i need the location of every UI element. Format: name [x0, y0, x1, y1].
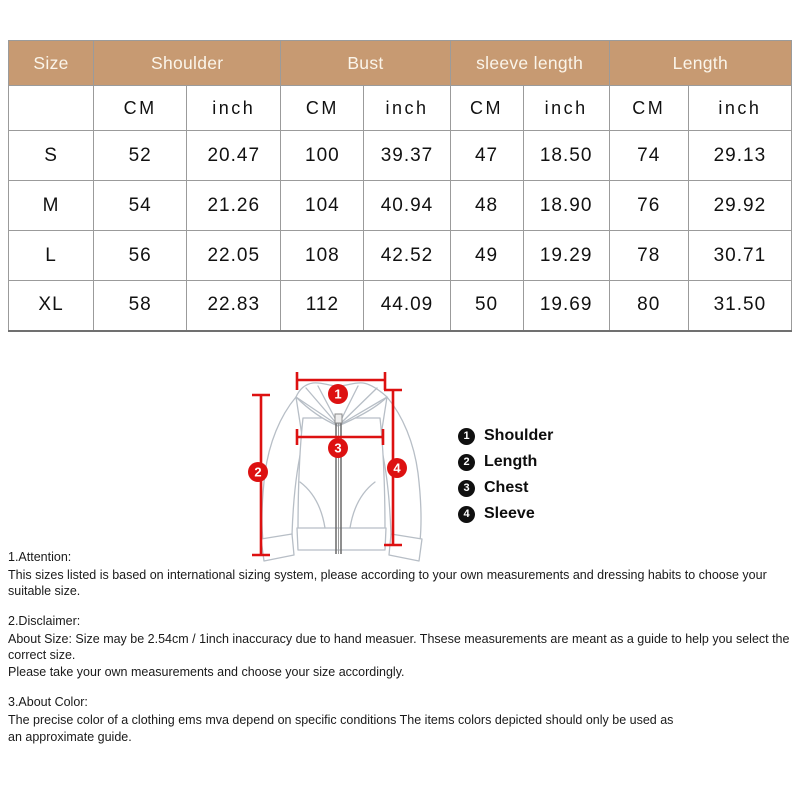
legend-label: Length — [484, 453, 538, 470]
unit-cell: inch — [364, 86, 450, 131]
legend-label: Shoulder — [484, 427, 554, 444]
disclaimer-body-line1: About Size: Size may be 2.54cm / 1inch inaccuracy due to hand measuer. Thsese measurements are meant as a guide to help you select the correct size. — [8, 632, 790, 662]
measurement-cell: 29.13 — [688, 131, 791, 181]
measurement-cell: 22.05 — [187, 231, 281, 281]
measurement-cell: 21.26 — [187, 181, 281, 231]
size-chart-section — [8, 40, 792, 332]
measurement-cell: 39.37 — [364, 131, 450, 181]
table-header-row — [9, 41, 792, 86]
measurement-cell: 48 — [450, 181, 523, 231]
measurement-cell: 80 — [609, 281, 688, 331]
measurement-cell: 49 — [450, 231, 523, 281]
measurement-cell: 19.29 — [523, 231, 609, 281]
legend-marker-1-icon: 1 — [458, 428, 475, 445]
measurement-cell: 76 — [609, 181, 688, 231]
measurement-cell: 22.83 — [187, 281, 281, 331]
measurement-legend — [458, 423, 553, 527]
legend-marker-3-icon: 3 — [458, 480, 475, 497]
column-header-bust: Bust — [281, 41, 450, 86]
measurement-cell: 78 — [609, 231, 688, 281]
unit-cell-empty — [9, 86, 94, 131]
unit-cell: inch — [523, 86, 609, 131]
size-label: S — [9, 131, 94, 181]
callout-number-1: 1 — [334, 386, 342, 402]
garment-diagram — [225, 358, 445, 568]
measurement-cell: 54 — [94, 181, 187, 231]
size-label: XL — [9, 281, 94, 331]
legend-item-shoulder — [458, 423, 553, 449]
table-row-m — [9, 181, 792, 231]
legend-marker-2-icon: 2 — [458, 454, 475, 471]
measurement-cell: 56 — [94, 231, 187, 281]
measurement-cell: 44.09 — [364, 281, 450, 331]
callout-number-3: 3 — [334, 440, 342, 456]
about-color-body-line1: The precise color of a clothing ems mva depend on specific conditions The items colors depicted should only be used as — [8, 713, 674, 727]
zipper-drawing — [335, 414, 342, 554]
column-header-size: Size — [9, 41, 94, 86]
size-chart-table — [8, 40, 792, 332]
column-header-shoulder: Shoulder — [94, 41, 281, 86]
measurement-cell: 108 — [281, 231, 364, 281]
disclaimer-title: 2.Disclaimer: — [8, 614, 81, 628]
unit-cell: inch — [688, 86, 791, 131]
measurement-cell: 19.69 — [523, 281, 609, 331]
measurement-cell: 74 — [609, 131, 688, 181]
unit-cell: CM — [281, 86, 364, 131]
legend-item-length — [458, 449, 553, 475]
unit-cell: CM — [609, 86, 688, 131]
measurement-cell: 104 — [281, 181, 364, 231]
legend-label: Chest — [484, 479, 529, 496]
measurement-cell: 29.92 — [688, 181, 791, 231]
size-label: M — [9, 181, 94, 231]
measurement-cell: 100 — [281, 131, 364, 181]
legend-item-sleeve — [458, 501, 553, 527]
measurement-cell: 50 — [450, 281, 523, 331]
table-row-s — [9, 131, 792, 181]
measurement-cell: 40.94 — [364, 181, 450, 231]
attention-body: This sizes listed is based on international sizing system, please according to your own measurements and dressing habits to choose your suitable size. — [8, 568, 767, 598]
legend-marker-4-icon: 4 — [458, 506, 475, 523]
legend-item-chest — [458, 475, 553, 501]
notes-section — [8, 549, 794, 746]
measurement-cell: 30.71 — [688, 231, 791, 281]
disclaimer-body-line2: Please take your own measurements and choose your size accordingly. — [8, 665, 405, 679]
legend-label: Sleeve — [484, 505, 535, 522]
unit-cell: inch — [187, 86, 281, 131]
column-header-length: Length — [609, 41, 791, 86]
size-label: L — [9, 231, 94, 281]
measurement-cell: 112 — [281, 281, 364, 331]
callout-number-2: 2 — [254, 464, 262, 480]
measurement-cell: 42.52 — [364, 231, 450, 281]
measurement-cell: 18.50 — [523, 131, 609, 181]
about-color-title: 3.About Color: — [8, 695, 88, 709]
measurement-cell: 31.50 — [688, 281, 791, 331]
callout-number-4: 4 — [393, 460, 401, 476]
table-units-row — [9, 86, 792, 131]
measurement-cell: 47 — [450, 131, 523, 181]
table-row-xl — [9, 281, 792, 331]
measurement-cell: 52 — [94, 131, 187, 181]
about-color-body-line2: an approximate guide. — [8, 730, 132, 744]
attention-title: 1.Attention: — [8, 550, 72, 564]
measurement-cell: 20.47 — [187, 131, 281, 181]
measurement-cell: 18.90 — [523, 181, 609, 231]
unit-cell: CM — [450, 86, 523, 131]
column-header-sleeve-length: sleeve length — [450, 41, 609, 86]
measurement-cell: 58 — [94, 281, 187, 331]
unit-cell: CM — [94, 86, 187, 131]
table-row-l — [9, 231, 792, 281]
